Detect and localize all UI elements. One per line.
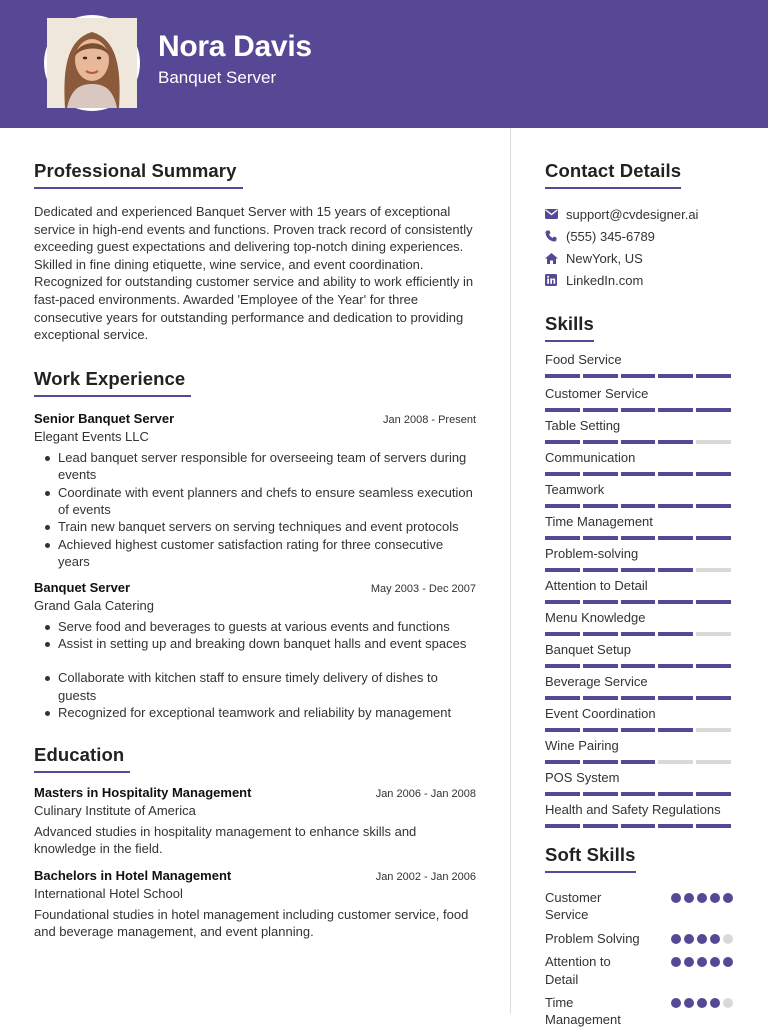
skill-level-segment [545,374,580,378]
skill-level-bar [545,568,733,572]
skill-level-segment [621,824,656,828]
job-bullet: Achieved highest customer satisfaction rating for three consecutive years [58,536,476,571]
skill-level-segment [658,374,693,378]
skill-level-segment [621,536,656,540]
degree-title: Masters in Hospitality Management [34,784,252,800]
skill-level-segment [545,408,580,412]
skill-level-bar [545,824,733,828]
job-bullet: Assist in setting up and breaking down banquet halls and event spaces [58,635,476,652]
soft-skill-rating [671,893,733,903]
rating-dot [684,934,694,944]
skill-level-segment [583,408,618,412]
skill-level-bar [545,792,733,796]
soft-skill-rating [671,998,733,1008]
job-bullet: Coordinate with event planners and chefs to ensure seamless execution of events [58,484,476,519]
candidate-role: Banquet Server [158,68,277,87]
skill-level-bar [545,536,733,540]
skill-item [545,572,733,604]
contact-linkedin[interactable] [545,269,733,291]
skill-level-segment [545,632,580,636]
rating-dot [684,998,694,1008]
rating-dot [710,934,720,944]
work-title: Work Experience [34,368,191,397]
skill-level-segment [658,760,693,764]
rating-dot [723,998,733,1008]
skill-level-segment [583,760,618,764]
candidate-name: Nora Davis [158,30,312,63]
rating-dot [710,998,720,1008]
skill-name: Attention to Detail [545,578,648,593]
main-column [34,160,476,941]
education-entry [34,785,476,858]
education-section [34,744,476,941]
soft-skills-title: Soft Skills [545,844,636,873]
skill-name: Menu Knowledge [545,610,646,625]
skill-level-segment [545,792,580,796]
rating-dot [671,934,681,944]
skill-item [545,412,733,444]
soft-skill-rating [671,934,733,944]
skill-level-bar [545,696,733,700]
rating-dot [671,998,681,1008]
skill-level-segment [621,792,656,796]
skill-level-segment [696,664,731,668]
skill-item [545,508,733,540]
skill-level-segment [545,440,580,444]
home-icon [545,253,566,264]
skill-name: Beverage Service [545,674,648,689]
skill-level-bar [545,504,733,508]
skill-level-segment [696,408,731,412]
contact-section [545,160,733,291]
skill-level-segment [621,440,656,444]
skill-level-segment [621,728,656,732]
skill-item [545,604,733,636]
skills-list [545,348,733,828]
contact-phone-text: (555) 345-6789 [566,228,655,244]
skill-level-segment [696,600,731,604]
resume-header [0,0,768,128]
contact-email-text: support@cvdesigner.ai [566,206,699,222]
job-bullets [34,618,476,722]
skill-level-segment [545,568,580,572]
rating-dot [710,957,720,967]
skill-level-segment [658,472,693,476]
rating-dot [697,893,707,903]
skill-level-segment [658,824,693,828]
skill-name: Table Setting [545,418,621,433]
soft-skills-section [545,844,733,1029]
skill-level-segment [583,536,618,540]
skill-name: Health and Safety Regulations [545,802,721,817]
envelope-icon [545,209,566,219]
skill-item [545,732,733,764]
skill-level-segment [621,374,656,378]
skill-level-segment [621,568,656,572]
summary-title: Professional Summary [34,160,243,189]
skill-level-segment [545,824,580,828]
contact-phone[interactable] [545,225,733,247]
skill-level-segment [658,600,693,604]
skills-section [545,313,733,828]
skill-level-segment [621,664,656,668]
job-bullet: Train new banquet servers on serving techniques and event protocols [58,518,476,535]
skill-item [545,380,733,412]
skill-level-segment [545,536,580,540]
skill-name: Banquet Setup [545,642,632,657]
soft-skill-item [545,889,733,924]
skill-level-segment [696,374,731,378]
skill-item [545,476,733,508]
skill-level-bar [545,440,733,444]
skill-level-segment [545,472,580,476]
skill-item [545,700,733,732]
skill-level-segment [545,760,580,764]
soft-skill-item [545,994,733,1029]
school-name: Culinary Institute of America [34,802,196,818]
skill-item [545,444,733,476]
skill-level-bar [545,664,733,668]
skill-level-segment [696,472,731,476]
soft-skill-item [545,953,733,988]
skill-level-segment [583,568,618,572]
skill-level-segment [658,536,693,540]
skill-level-segment [696,568,731,572]
job-title: Banquet Server [34,579,131,595]
skill-level-segment [658,568,693,572]
job-company: Elegant Events LLC [34,428,149,444]
education-date: Jan 2006 - Jan 2008 [375,787,476,800]
job-bullet: Serve food and beverages to guests at various events and functions [58,618,476,635]
skill-name: Teamwork [545,482,605,497]
contact-email[interactable] [545,203,733,225]
skill-level-segment [696,440,731,444]
skill-level-segment [583,440,618,444]
phone-icon [545,230,566,242]
rating-dot [697,957,707,967]
skill-level-segment [583,792,618,796]
skill-level-segment [696,632,731,636]
skill-level-segment [658,664,693,668]
skill-level-segment [658,408,693,412]
skill-item [545,668,733,700]
soft-skill-rating [671,957,733,967]
skill-item [545,348,733,380]
education-date: Jan 2002 - Jan 2006 [375,870,476,883]
soft-skills-list [545,889,733,1029]
sidebar-column [545,160,733,1035]
skill-level-segment [658,792,693,796]
skill-level-segment [583,374,618,378]
skill-level-segment [696,792,731,796]
skills-title: Skills [545,313,594,342]
skill-level-bar [545,472,733,476]
summary-text: Dedicated and experienced Banquet Server with 15 years of exceptional service in high-end events and functions. Proven track record of consistently exceeding guest expectations and delivering top-notch dining experiences. Skilled in fine dining etiquette, wine service, and event coordination. Recognized for outstanding customer service and ability to work efficiently in fast-paced environments. Awarded 'Employee of the Year' for three consecutive years for outstanding performance and dedication to providing exceptional service. [34,204,474,343]
rating-dot [671,893,681,903]
skill-level-segment [583,824,618,828]
skill-level-segment [658,504,693,508]
soft-skill-name: Attention to Detail [545,954,611,987]
skill-name: Wine Pairing [545,738,619,753]
skill-level-bar [545,760,733,764]
job-entry [34,411,476,571]
education-title: Education [34,744,130,773]
skill-name: POS System [545,770,620,785]
skill-item [545,636,733,668]
skill-level-segment [621,408,656,412]
skill-name: Problem-solving [545,546,639,561]
job-bullet: Recognized for exceptional teamwork and reliability by management [58,704,476,721]
job-bullet: Collaborate with kitchen staff to ensure timely delivery of dishes to guests [58,669,476,704]
skill-level-segment [583,504,618,508]
rating-dot [697,934,707,944]
skill-level-segment [621,632,656,636]
skill-level-segment [545,696,580,700]
contact-location [545,247,733,269]
summary-section [34,160,476,344]
skill-level-bar [545,632,733,636]
skill-level-segment [621,696,656,700]
education-description: Foundational studies in hotel management including customer service, food and beverage management, and event planning. [34,906,469,940]
contact-location-text: NewYork, US [566,250,643,266]
skill-name: Customer Service [545,386,649,401]
rating-dot [697,998,707,1008]
skill-level-segment [545,504,580,508]
skill-level-bar [545,374,733,378]
skill-level-segment [696,728,731,732]
skill-level-segment [696,504,731,508]
rating-dot [684,957,694,967]
job-entry [34,580,476,722]
skill-level-segment [583,472,618,476]
job-title: Senior Banquet Server [34,410,175,426]
skill-name: Time Management [545,514,653,529]
profile-photo [44,15,140,111]
job-date: May 2003 - Dec 2007 [370,582,476,595]
skill-item [545,796,733,828]
skill-level-bar [545,728,733,732]
skill-level-segment [658,728,693,732]
skill-level-segment [621,472,656,476]
rating-dot [671,957,681,967]
linkedin-icon [545,274,566,286]
skill-level-segment [583,632,618,636]
skill-level-segment [696,536,731,540]
rating-dot [710,893,720,903]
skill-level-segment [696,696,731,700]
soft-skill-name: Time Management [545,995,621,1028]
job-date: Jan 2008 - Present [383,413,476,426]
skill-level-segment [583,728,618,732]
skill-name: Communication [545,450,636,465]
skill-level-segment [658,440,693,444]
skill-item [545,764,733,796]
rating-dot [723,957,733,967]
skill-item [545,540,733,572]
rating-dot [684,893,694,903]
soft-skill-name: Customer Service [545,890,602,923]
skill-level-bar [545,408,733,412]
skill-level-segment [696,760,731,764]
skill-level-segment [583,600,618,604]
skill-level-segment [621,600,656,604]
rating-dot [723,934,733,944]
column-divider [510,128,511,1014]
contact-title: Contact Details [545,160,681,189]
soft-skill-item [545,930,733,947]
education-description: Advanced studies in hospitality management to enhance skills and knowledge in the field. [34,823,417,857]
skill-name: Food Service [545,352,622,367]
work-section [34,368,476,722]
skill-level-segment [545,728,580,732]
skill-level-segment [545,600,580,604]
skill-level-segment [658,696,693,700]
skill-level-segment [621,504,656,508]
skill-level-segment [583,696,618,700]
contact-linkedin-text: LinkedIn.com [566,272,644,288]
skill-level-segment [621,760,656,764]
skill-level-segment [583,664,618,668]
job-bullet: Lead banquet server responsible for overseeing team of servers during events [58,449,476,484]
job-company: Grand Gala Catering [34,597,154,613]
skill-name: Event Coordination [545,706,656,721]
skill-level-segment [658,632,693,636]
degree-title: Bachelors in Hotel Management [34,867,232,883]
job-bullets [34,449,476,571]
skill-level-bar [545,600,733,604]
skill-level-segment [696,824,731,828]
portrait-image [47,18,137,108]
rating-dot [723,893,733,903]
education-entry [34,868,476,941]
skill-level-segment [545,664,580,668]
soft-skill-name: Problem Solving [545,930,640,946]
school-name: International Hotel School [34,885,183,901]
